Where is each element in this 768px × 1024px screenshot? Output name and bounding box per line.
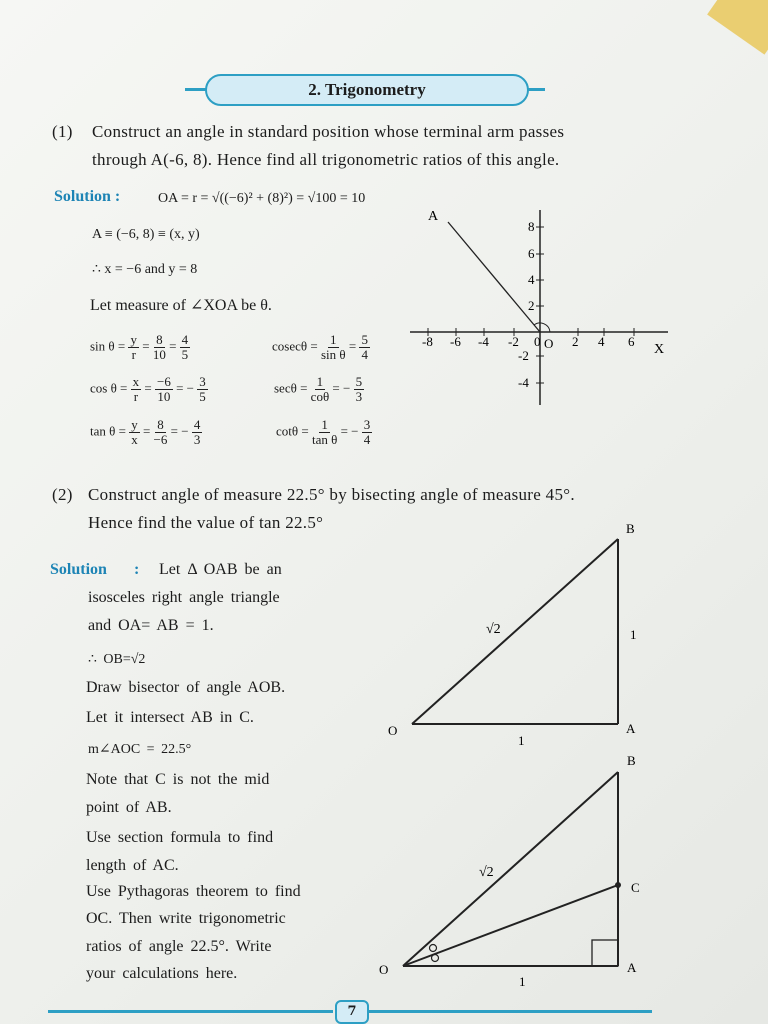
- tan-frac-1: $\frac{y}{x}$: [131, 417, 138, 447]
- cos-ratio: cos θ = $\frac{x}{r}$ = $\frac{-6}{10}$ = − $\frac{3}{5}$: [90, 374, 206, 404]
- q2-line-1: Construct angle of measure 22.5° by bisecting angle of measure 45°.: [88, 485, 575, 504]
- header-rule-left: [185, 88, 207, 91]
- point-c-dot: [615, 882, 621, 888]
- solution-2-step: ∴ OB=√2: [88, 652, 146, 667]
- triangle-oab: [380, 515, 650, 755]
- right-angle-marker: [592, 940, 618, 966]
- solution-2-step: OC. Then write trigonometric: [86, 910, 286, 927]
- x-tick-label: -8: [422, 334, 433, 349]
- solution-2-step: Draw bisector of angle AOB.: [86, 679, 286, 696]
- solution-2-step: Let Δ OAB be an: [159, 561, 282, 578]
- x-axis-label: X: [654, 342, 665, 357]
- footer-rule-right: [369, 1010, 652, 1013]
- sin-frac-1: $\frac{y}{r}$: [130, 332, 137, 362]
- solution-2-step: and OA= AB = 1.: [88, 617, 214, 634]
- solution-2-step: length of AC.: [86, 857, 179, 874]
- solution-2-step: isosceles right angle triangle: [88, 589, 280, 606]
- cos-frac-3: $\frac{3}{5}$: [199, 374, 206, 404]
- let-theta: Let measure of ∠XOA be θ.: [90, 297, 272, 314]
- cot-lhs: cotθ =: [276, 423, 309, 439]
- q1-line-2: through A(-6, 8). Hence find all trigonometric ratios of this angle.: [92, 150, 560, 169]
- sin-ratio: sin θ = $\frac{y}{r}$ = $\frac{8}{10}$ = $\frac{4}{5}$: [90, 332, 189, 362]
- tan-frac-3: $\frac{4}{3}$: [193, 417, 201, 447]
- tan-ratio: tan θ = $\frac{y}{x}$ = $\frac{8}{-6}$ = − $\frac{4}{3}$: [90, 417, 201, 447]
- corner-sticky-note: [707, 0, 768, 55]
- bisector-oc: [403, 885, 618, 966]
- solution-2-step: m∠AOC = 22.5°: [88, 742, 192, 757]
- chapter-title: 2. Trigonometry: [205, 74, 529, 106]
- solution-2-step: Use Pythagoras theorem to find: [86, 883, 301, 900]
- terminal-arm: [448, 222, 540, 332]
- triangle-oabc: [375, 752, 655, 992]
- oa-length-eq: OA = r = √((−6)² + (8)²) = √100 = 10: [158, 191, 366, 206]
- solution-2-step: ratios of angle 22.5°. Write: [86, 938, 272, 955]
- cos-frac-1: $\frac{x}{r}$: [132, 374, 140, 404]
- tri2-o: O: [379, 962, 389, 977]
- cosec-frac-2: $\frac{5}{4}$: [361, 332, 368, 362]
- solution-2-step: Note that C is not the mid: [86, 771, 270, 788]
- x-tick-label: -4: [478, 334, 489, 349]
- y-tick-label: 4: [528, 272, 535, 287]
- cosec-lhs: cosecθ =: [272, 338, 318, 354]
- tri2-base: 1: [519, 974, 526, 989]
- cosec-ratio: cosecθ = $\frac{1}{\text{sin θ}}$ = $\frac{5}{4}$: [272, 332, 368, 362]
- q1-line-1: Construct an angle in standard position whose terminal arm passes: [92, 122, 565, 141]
- cos-lhs: cos θ =: [90, 380, 128, 396]
- cosec-frac-1: $\frac{1}{\text{sin θ}}$: [320, 332, 346, 362]
- cot-ratio: cotθ = $\frac{1}{\text{tan θ}}$ = − $\frac{3}{4}$: [276, 417, 371, 447]
- y-tick-label: 6: [528, 246, 535, 261]
- x-tick-label: 4: [598, 334, 605, 349]
- sec-frac-2: $\frac{5}{3}$: [355, 374, 363, 404]
- sec-ratio: secθ = $\frac{1}{\text{coθ}}$ = − $\frac{5}{3}$: [274, 374, 363, 404]
- tri1-hyp: √2: [486, 622, 501, 637]
- y-tick-label: 8: [528, 219, 535, 234]
- footer-rule-left: [48, 1010, 333, 1013]
- solution-2-step: your calculations here.: [86, 965, 238, 982]
- y-tick-label: -2: [518, 348, 529, 363]
- sin-frac-2: $\frac{8}{10}$: [152, 332, 166, 362]
- tri2-hyp: √2: [479, 865, 494, 880]
- xy-values: ∴ x = −6 and y = 8: [92, 262, 198, 277]
- x-tick-label: 2: [572, 334, 579, 349]
- angle-mark-upper: [430, 945, 437, 952]
- point-a-eq: A ≡ (−6, 8) ≡ (x, y): [92, 227, 200, 242]
- tan-lhs: tan θ =: [90, 423, 126, 439]
- tri1-base: 1: [518, 733, 525, 748]
- q2-line-2: Hence find the value of tan 22.5°: [88, 513, 324, 532]
- y-tick-label: 2: [528, 298, 535, 313]
- tri2-b: B: [627, 753, 636, 768]
- tan-frac-2: $\frac{8}{-6}$: [153, 417, 168, 447]
- sin-frac-3: $\frac{4}{5}$: [181, 332, 189, 362]
- tri2-c: C: [631, 880, 640, 895]
- sec-lhs: secθ =: [274, 380, 308, 396]
- solution-2-step: point of AB.: [86, 799, 172, 816]
- side-ob: [412, 539, 618, 724]
- cot-frac-1: $\frac{1}{\text{tan θ}}$: [311, 417, 338, 447]
- origin-label: O: [544, 336, 554, 351]
- tri1-b: B: [626, 521, 635, 536]
- q1-number: (1): [52, 122, 73, 141]
- angle-mark-lower: [432, 955, 439, 962]
- coordinate-graph: [400, 200, 680, 410]
- x-tick-label: -2: [508, 334, 519, 349]
- sin-lhs: sin θ =: [90, 338, 126, 354]
- solution-2-step: Let it intersect AB in C.: [86, 709, 254, 726]
- tri1-a: A: [626, 721, 636, 736]
- tri1-side: 1: [630, 627, 637, 642]
- cos-frac-2: $\frac{-6}{10}$: [156, 374, 171, 404]
- y-tick-label: -4: [518, 375, 529, 390]
- x-tick-label: -6: [450, 334, 461, 349]
- cot-frac-2: $\frac{3}{4}$: [363, 417, 371, 447]
- page-number: 7: [335, 1000, 369, 1024]
- q2-number: (2): [52, 485, 73, 504]
- chapter-header: [185, 72, 545, 106]
- solution-2-step: Use section formula to find: [86, 829, 274, 846]
- tri1-o: O: [388, 723, 398, 738]
- x-tick-label: 0: [534, 334, 541, 349]
- sec-frac-1: $\frac{1}{\text{coθ}}$: [310, 374, 330, 404]
- tri2-a: A: [627, 960, 637, 975]
- side-ob-2: [403, 772, 618, 966]
- solution-1-label: Solution :: [54, 188, 121, 205]
- x-tick-labels: [422, 328, 635, 349]
- x-tick-label: 6: [628, 334, 635, 349]
- solution-2-label: Solution: [50, 561, 107, 578]
- point-a-label: A: [428, 209, 439, 224]
- solution-2-colon: :: [134, 561, 140, 578]
